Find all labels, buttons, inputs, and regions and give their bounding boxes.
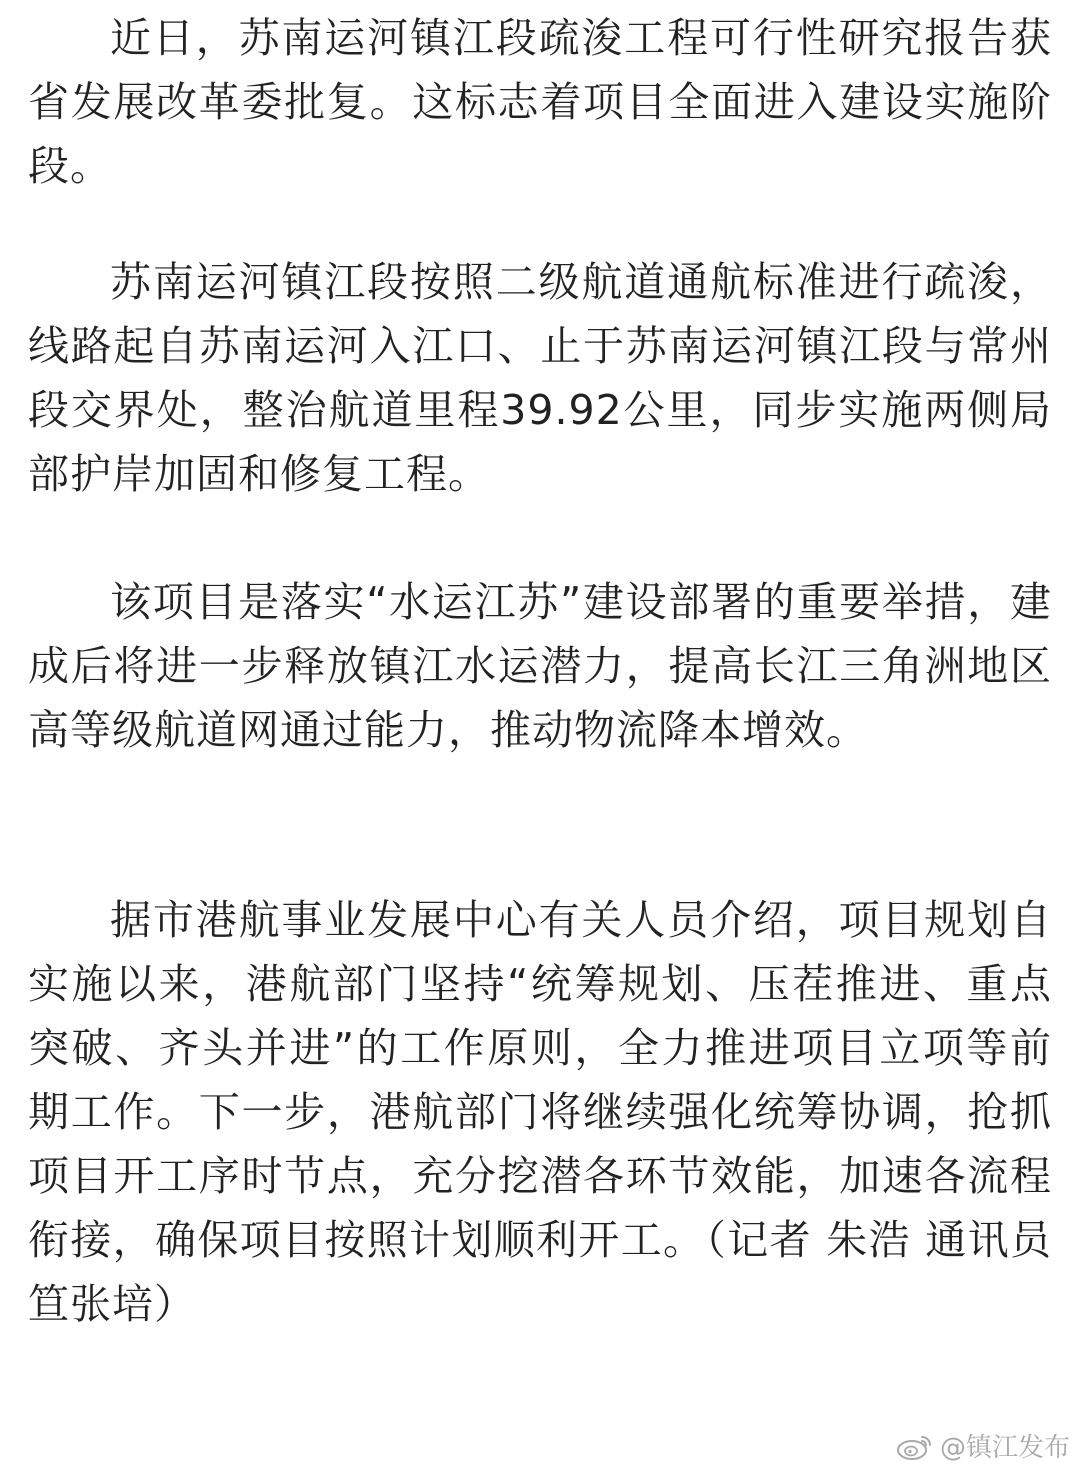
- paragraph-1: 近日，苏南运河镇江段疏浚工程可行性研究报告获省发展改革委批复。这标志着项目全面进入建设实施阶段。: [28, 14, 1052, 190]
- weibo-icon: [896, 1431, 934, 1461]
- paragraph-2: 苏南运河镇江段按照二级航道通航标准进行疏浚，线路起自苏南运河入江口、止于苏南运河镇江段与常州段交界处，整治航道里程39.92公里，同步实施两侧局部护岸加固和修复工程。: [28, 258, 1052, 498]
- paragraph-4: 据市港航事业发展中心有关人员介绍，项目规划自实施以来，港航部门坚持“统筹规划、压茬推进、重点突破、齐头并进”的工作原则，全力推进项目立项等前期工作。下一步，港航部门将继续强化统筹协调，抢抓项目开工序时节点，充分挖潜各环节效能，加速各流程衔接，确保项目按照计划顺利开工。（记者 朱浩 通讯员 笪张培）: [28, 896, 1052, 1328]
- watermark: [896, 1427, 1070, 1464]
- watermark-text: @镇江发布: [939, 1433, 1070, 1463]
- paragraph-3: 该项目是落实“水运江苏”建设部署的重要举措，建成后将进一步释放镇江水运潜力，提高长江三角洲地区高等级航道网通过能力，推动物流降本增效。: [28, 578, 1052, 754]
